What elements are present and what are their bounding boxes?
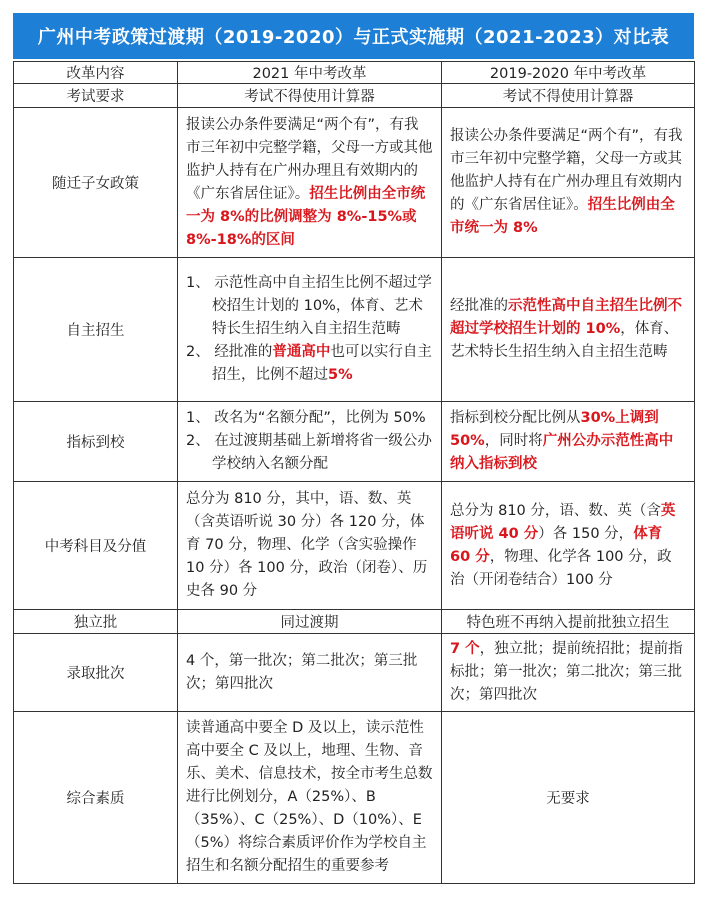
cell-text: 总分为 810 分，语、数、英（含 xyxy=(450,502,661,519)
table-row-independent xyxy=(14,610,695,634)
cell-2021 xyxy=(178,258,442,402)
cell-2019-2020: 特色班不再纳入提前批独立招生 xyxy=(442,610,695,634)
cell-2021: 4 个，第一批次；第二批次；第三批次；第四批次 xyxy=(178,634,442,712)
table-title: 广州中考政策过渡期（2019-2020）与正式实施期（2021-2023）对比表 xyxy=(13,13,694,59)
table-row-autonomous xyxy=(14,258,695,402)
list-item: 2、 在过渡期基础上新增将省一级公办学校纳入名额分配 xyxy=(186,433,432,472)
highlight-text: 7 个 xyxy=(450,641,480,657)
highlight-text: 30%上调到 50% xyxy=(450,410,659,449)
row-label: 独立批 xyxy=(14,610,178,634)
cell-text: 也可以实行自主招生，比例不超过 xyxy=(212,344,432,383)
highlight-text: 普通高中 xyxy=(272,344,331,360)
row-label: 中考科目及分值 xyxy=(14,482,178,610)
list-item xyxy=(186,341,433,387)
row-label: 随迁子女政策 xyxy=(14,108,178,258)
table-header-row xyxy=(14,62,695,84)
header-2021: 2021 年中考改革 xyxy=(178,62,442,84)
cell-2021: 总分为 810 分，其中，语、数、英（含英语听说 30 分）各 120 分，体育 70 分，物理、化学（含实验操作 10 分）各 100 分，政治（闭卷）、历史各 90 分 xyxy=(178,482,442,610)
row-label: 综合素质 xyxy=(14,712,178,884)
table-row-quality xyxy=(14,712,695,884)
row-label: 录取批次 xyxy=(14,634,178,712)
table-row-batches xyxy=(14,634,695,712)
header-2019-2020: 2019-2020 年中考改革 xyxy=(442,62,695,84)
cell-2019-2020 xyxy=(442,402,695,482)
table-row-subjects xyxy=(14,482,695,610)
cell-text: ，同时将 xyxy=(484,433,543,449)
cell-2021: 同过渡期 xyxy=(178,610,442,634)
list-item: 1、 改名为“名额分配”，比例为 50% xyxy=(186,410,426,426)
table-row-migrant xyxy=(14,108,695,258)
cell-text: ，物理、化学各 100 分，政治（开闭卷结合）100 分 xyxy=(450,548,672,588)
header-reform-content: 改革内容 xyxy=(14,62,178,84)
cell-2019-2020 xyxy=(442,258,695,402)
cell-2019-2020 xyxy=(442,482,695,610)
cell-text: 报读公办条件要满足“两个有”，有我市三年初中完整学籍，父母一方或其他监护人持有在广州办理且有效期内的《广东省居住证》。 xyxy=(450,128,683,213)
highlight-text: 体育 60 分 xyxy=(450,525,663,565)
comparison-table xyxy=(13,61,695,884)
table-row-quota xyxy=(14,402,695,482)
cell-text: 2、 经批准的 xyxy=(186,344,273,360)
cell-text: ）各 150 分， xyxy=(538,525,634,542)
cell-text: ，独立批；提前统招批；提前指标批；第一批次；第二批次；第三批次；第四批次 xyxy=(450,641,683,703)
cell-2021: 读普通高中要全 D 及以上，读示范性高中要全 C 及以上，地理、生物、音乐、美术、信息技术，按全市考生总数进行比例划分，A（25%）、B（35%）、C（25%）、D（10%）、E（5%）将综合素质评价作为学校自主招生和名额分配招生的重要参考 xyxy=(178,712,442,884)
cell-2019-2020 xyxy=(442,108,695,258)
highlight-text: 招生比例由全市统一为 8%的比例调整为 8%-15%或 8%-18%的区间 xyxy=(186,185,426,248)
cell-text: ，体育、艺术特长生招生纳入自主招生范畴 xyxy=(450,321,679,360)
cell-2019-2020: 无要求 xyxy=(442,712,695,884)
row-label: 自主招生 xyxy=(14,258,178,402)
cell-2021: 考试不得使用计算器 xyxy=(178,84,442,108)
highlight-text: 示范性高中自主招生比例不超过学校招生计划的 10% xyxy=(450,298,682,337)
cell-2021 xyxy=(178,402,442,482)
highlight-text: 5% xyxy=(328,367,353,383)
row-label: 指标到校 xyxy=(14,402,178,482)
cell-text: 经批准的 xyxy=(450,298,508,314)
cell-text: 指标到校分配比例从 xyxy=(450,410,581,426)
highlight-text: 招生比例由全市统一为 8% xyxy=(450,197,675,236)
cell-text: 报读公办条件要满足“两个有”，有我市三年初中完整学籍，父母一方或其他监护人持有在广州办理且有效期内的《广东省居住证》。 xyxy=(186,116,433,202)
table-row-exam xyxy=(14,84,695,108)
highlight-text: 英语听说 40 分 xyxy=(450,502,676,542)
cell-2021 xyxy=(178,108,442,258)
cell-2019-2020: 考试不得使用计算器 xyxy=(442,84,695,108)
list-item: 1、 示范性高中自主招生比例不超过学校招生计划的 10%，体育、艺术特长生招生纳入自主招生范畴 xyxy=(186,275,432,337)
cell-2019-2020 xyxy=(442,634,695,712)
row-label: 考试要求 xyxy=(14,84,178,108)
highlight-text: 广州公办示范性高中纳入指标到校 xyxy=(450,433,674,472)
